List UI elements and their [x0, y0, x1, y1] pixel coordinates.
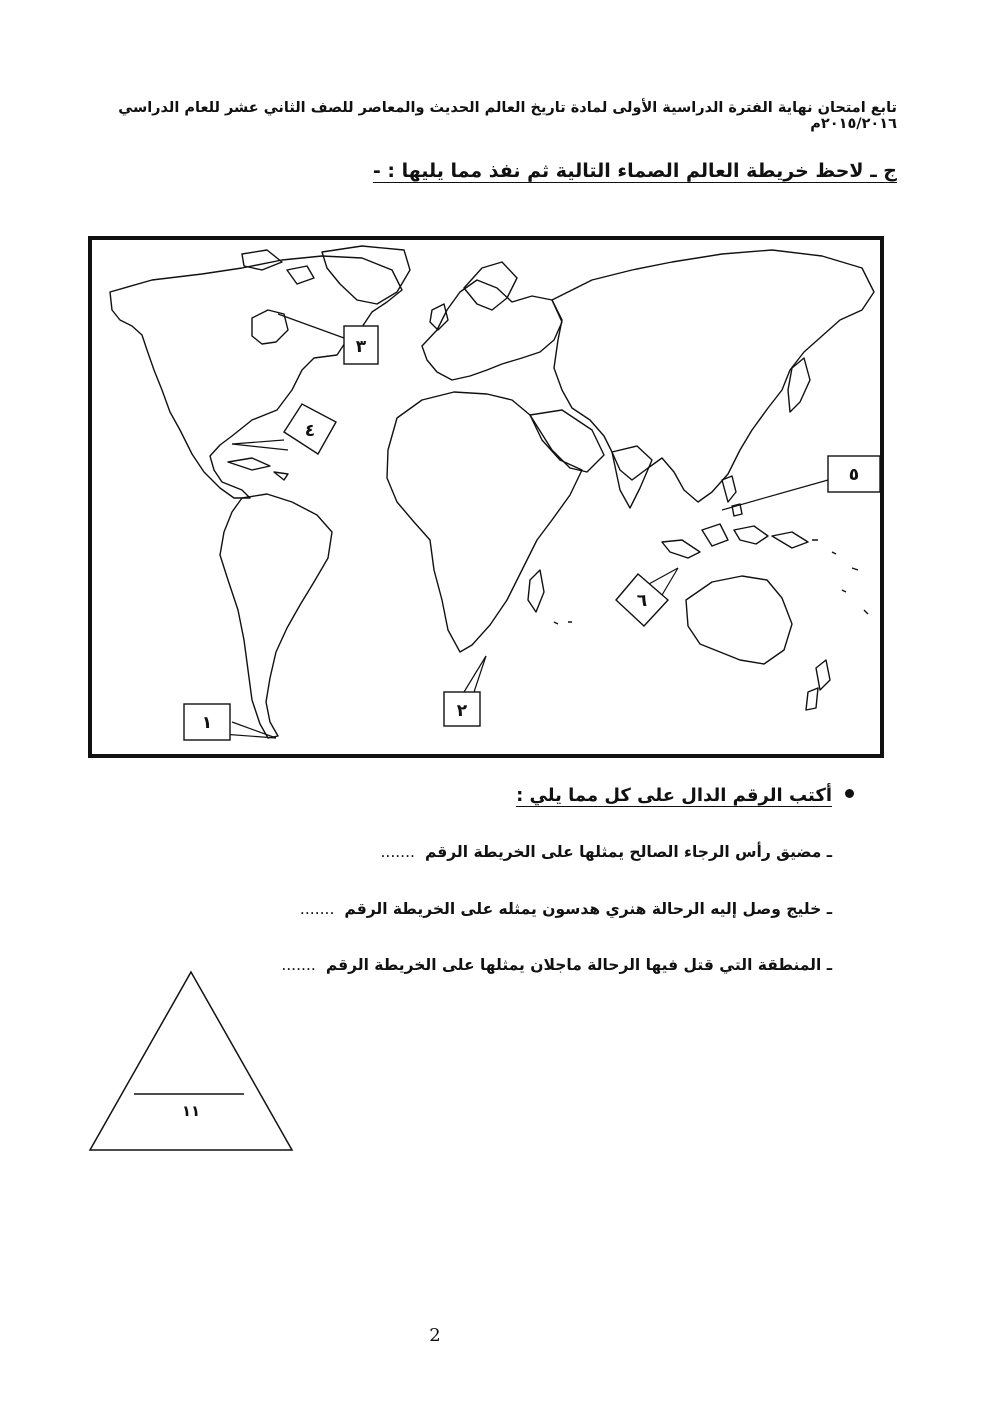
indonesia-outline — [662, 524, 808, 558]
australia-outline — [686, 576, 792, 664]
map-label-2: ٢ — [456, 701, 468, 721]
question-item — [300, 900, 832, 918]
map-label-4: ٤ — [304, 421, 316, 441]
north-america-outline — [110, 256, 402, 498]
madagascar-outline — [528, 570, 544, 612]
question-text: ـ المنطقة التي قتل فيها الرحالة ماجلان يمثلها على الخريطة الرقم — [325, 956, 832, 974]
question-item — [380, 843, 832, 861]
map-label-1: ١ — [201, 713, 213, 733]
south-america-outline — [220, 494, 332, 738]
map-label-5: ٥ — [848, 465, 860, 485]
page-number: 2 — [429, 1325, 441, 1346]
instruction-text: أكتب الرقم الدال على كل مما يلي : — [516, 785, 832, 806]
answer-blank[interactable]: ....... — [299, 900, 335, 918]
page-header: تابع امتحان نهاية الفترة الدراسية الأولى لمادة تاريخ العالم الحديث والمعاصر للصف الثاني عشر للعام الدراسي ٢٠١٥/٢٠١٦م — [118, 100, 897, 132]
score-value: ١١ — [181, 1102, 201, 1120]
bullet-icon — [845, 789, 854, 798]
japan-outline — [788, 358, 810, 412]
map-label-3: ٣ — [355, 337, 367, 357]
question-item — [281, 956, 832, 974]
world-map-canvas — [92, 240, 880, 754]
philippines-outline — [722, 476, 742, 516]
section-title: ج ـ لاحظ خريطة العالم الصماء التالية ثم نفذ مما يليها : - — [372, 160, 897, 182]
greenland-outline — [322, 246, 410, 304]
answer-blank[interactable]: ....... — [281, 956, 316, 974]
india-outline — [612, 446, 652, 508]
world-map — [88, 236, 884, 758]
asia-outline — [552, 250, 874, 502]
europe-outline — [422, 280, 562, 380]
map-label-6: ٦ — [636, 591, 648, 611]
arctic-islands-outline — [242, 250, 314, 284]
caribbean-outline — [228, 458, 288, 480]
question-text: ـ خليج وصل إليه الرحالة هنري هدسون يمثله على الخريطة الرقم — [344, 900, 832, 918]
africa-outline — [387, 392, 582, 652]
question-text: ـ مضيق رأس الرجاء الصالح يمثلها على الخريطة الرقم — [424, 843, 832, 861]
new-zealand-outline — [806, 660, 830, 710]
answer-blank[interactable]: ....... — [380, 843, 415, 861]
score-triangle — [88, 970, 294, 1152]
